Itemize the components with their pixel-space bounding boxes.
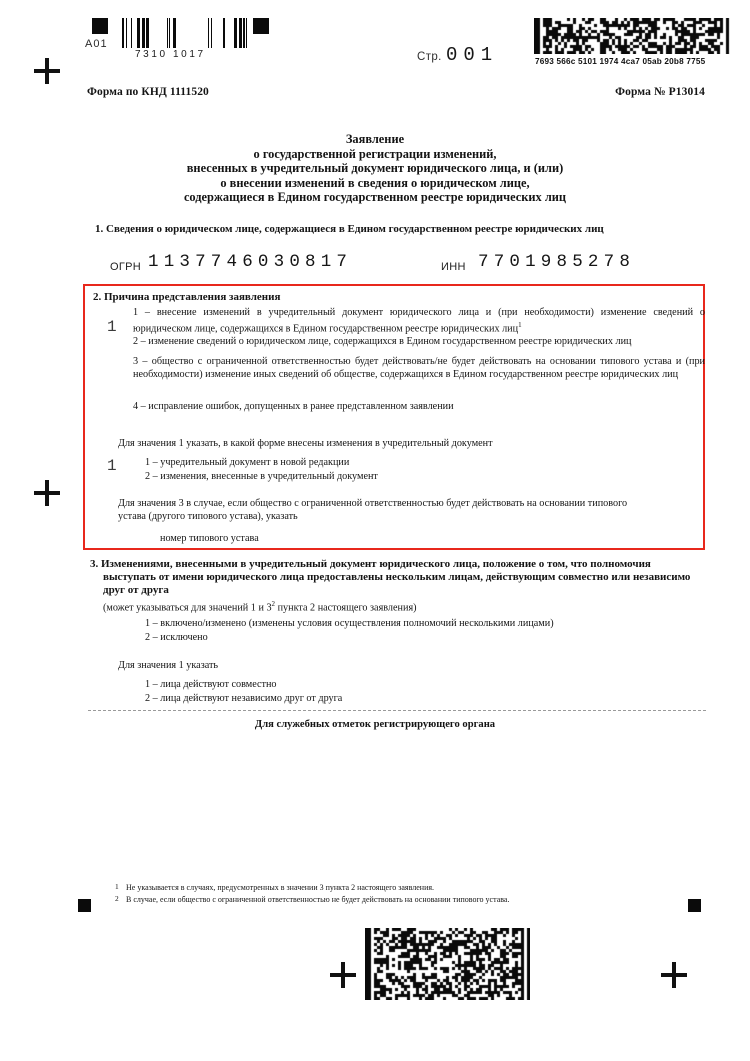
page-number: 001 — [446, 44, 499, 66]
section-2-option-2 — [133, 335, 705, 348]
footnote-2-marker: 2 — [115, 893, 119, 903]
fiducial-top-right — [253, 18, 269, 34]
section-3-heading-line-1: 3. Изменениями, внесенными в учредительный документ юридического лица, положение о том, что полномочия — [90, 558, 651, 570]
section-2-option-4-number: 4 – — [133, 401, 146, 412]
section-3-sub-option-1-number: 1 – — [145, 679, 158, 690]
section-3-option-1 — [145, 617, 690, 630]
registration-cross-mid-left — [34, 480, 60, 506]
footnote-2-text: В случае, если общество с ограниченной ответственностью не будет действовать на основании типового устава. — [126, 894, 510, 904]
top-linear-barcode — [122, 18, 247, 48]
registration-cross-bottom-center — [330, 962, 356, 988]
form-number: Форма № Р13014 — [615, 86, 705, 98]
section-2-option-2-number: 2 – — [133, 336, 146, 347]
section-2-sub1-option-1 — [145, 456, 685, 469]
section-2-sub1-option-2-number: 2 – — [145, 471, 158, 482]
section-3-note-post: пункта 2 настоящего заявления) — [275, 602, 417, 614]
section-2-option-1-text: внесение изменений в учредительный документ юридического лица и (при необходимости) изменение сведений о юридическом лице, содержащихся в Едином государственном реестре юридических лиц — [133, 307, 705, 335]
section-2-option-3 — [133, 355, 705, 381]
section-3-option-2-text: исключено — [160, 632, 208, 643]
top-barcode-digits: 7310 1017 — [135, 49, 206, 60]
section-2-option-2-text: изменение сведений о юридическом лице, содержащихся в Едином государственном реестре юридических лиц — [148, 336, 632, 347]
section-3-sub-prompt: Для значения 1 указать — [118, 660, 219, 671]
datamatrix-digits-top: 7693 566c 5101 1974 4ca7 05ab 20b8 7755 — [535, 57, 706, 66]
section-2-sub1-prompt: Для значения 1 указать, в какой форме внесены изменения в учредительный документ — [118, 438, 493, 449]
title-line-4: о внесении изменений в сведения о юридическом лице, — [220, 175, 530, 190]
document-title — [0, 132, 750, 205]
fiducial-bottom-right — [688, 899, 701, 912]
section-2-option-3-text: общество с ограниченной ответственностью будет действовать/не будет действовать на основании типового устава и (при необходимости) изменение иных сведений об обществе, содержащихся в Едином государственном реестре юридических лиц — [133, 356, 706, 381]
section-2-option-4 — [133, 400, 705, 413]
datamatrix-code-bottom — [365, 928, 530, 1000]
section-3-note-pre: (может указываться для значений 1 и 3 — [103, 602, 272, 614]
section-2-sub1-option-1-text: учредительный документ в новой редакции — [160, 457, 350, 468]
footnote-1 — [115, 882, 675, 894]
ogrn-label: ОГРН — [110, 261, 141, 273]
section-2-sub1-option-2 — [145, 470, 685, 483]
section-2-sub1-selected-value[interactable]: 1 — [107, 457, 117, 475]
section-3-sub-option-2-text: лица действуют независимо друг от друга — [160, 693, 343, 704]
section-2-option-3-number: 3 – — [133, 356, 148, 367]
section-3-sub-option-2 — [145, 692, 685, 705]
section-2-sub1-option-2-text: изменения, внесенные в учредительный документ — [160, 471, 378, 482]
section-2-sub2-field-label: номер типового устава — [160, 533, 259, 544]
section-3-sub-option-1-text: лица действуют совместно — [160, 679, 277, 690]
section-3-heading-line-2: выступать от имени юридического лица предоставлены нескольким лицам, действующим совместно или независимо — [103, 571, 691, 583]
section-3-option-2 — [145, 631, 690, 644]
section-2-sub2-prompt-line-2: устава (другого типового устава), указать — [118, 511, 298, 522]
section-3-note — [103, 598, 643, 615]
footnote-2 — [115, 894, 675, 906]
title-line-5: содержащиеся в Едином государственном реестре юридических лиц — [183, 190, 567, 205]
footnote-1-marker: 1 — [115, 882, 119, 891]
section-2-heading: 2. Причина представления заявления — [93, 291, 281, 303]
section-2-option-4-text: исправление ошибок, допущенных в ранее представленном заявлении — [148, 401, 454, 412]
section-2-sub2-prompt-line-1: Для значения 3 в случае, если общество с ограниченной ответственностью будет действовать на основании типового — [118, 498, 628, 509]
section-3-option-2-number: 2 – — [145, 632, 158, 643]
section-2-selected-value[interactable]: 1 — [107, 318, 117, 336]
section-3-option-1-text: включено/изменено (изменены условия осуществления полномочий несколькими лицами) — [160, 618, 554, 629]
barcode-code-label: A01 — [85, 38, 108, 50]
registration-cross-top-left — [34, 58, 60, 84]
official-section-heading: Для служебных отметок регистрирующего органа — [254, 719, 496, 730]
inn-value[interactable]: 7701985278 — [478, 252, 636, 272]
section-3-heading-line-3: друг от друга — [103, 584, 169, 596]
section-3-option-1-number: 1 – — [145, 618, 158, 629]
registration-cross-bottom-right — [661, 962, 687, 988]
section-2-option-1 — [133, 306, 705, 336]
title-line-2: о государственной регистрации изменений, — [253, 146, 497, 161]
title-line-3: внесенных в учредительный документ юридического лица, и (или) — [186, 161, 564, 176]
knd-code: Форма по КНД 1111520 — [87, 86, 209, 98]
footnote-ref-1: 1 — [518, 321, 522, 330]
official-section-divider — [88, 710, 706, 711]
section-1-heading: 1. Сведения о юридическом лице, содержащиеся в Едином государственном реестре юридических лиц — [95, 223, 604, 235]
section-2-sub1-option-1-number: 1 – — [145, 457, 158, 468]
section-2-option-1-number: 1 – — [133, 307, 151, 318]
fiducial-bottom-left — [78, 899, 91, 912]
footnote-ref-2: 2 — [271, 600, 276, 608]
datamatrix-code-top — [534, 18, 734, 54]
title-line-1: Заявление — [345, 132, 405, 146]
section-3-sub-option-1 — [145, 678, 685, 691]
page-label: Стр. — [417, 51, 442, 63]
ogrn-value[interactable]: 1137746030817 — [148, 252, 353, 272]
footnote-1-text: Не указывается в случаях, предусмотренных в значении 3 пункта 2 настоящего заявления. — [126, 883, 435, 892]
fiducial-top-left — [92, 18, 108, 34]
footnotes-block — [115, 882, 675, 905]
inn-label: ИНН — [441, 261, 466, 273]
section-3-sub-option-2-number: 2 – — [145, 693, 158, 704]
